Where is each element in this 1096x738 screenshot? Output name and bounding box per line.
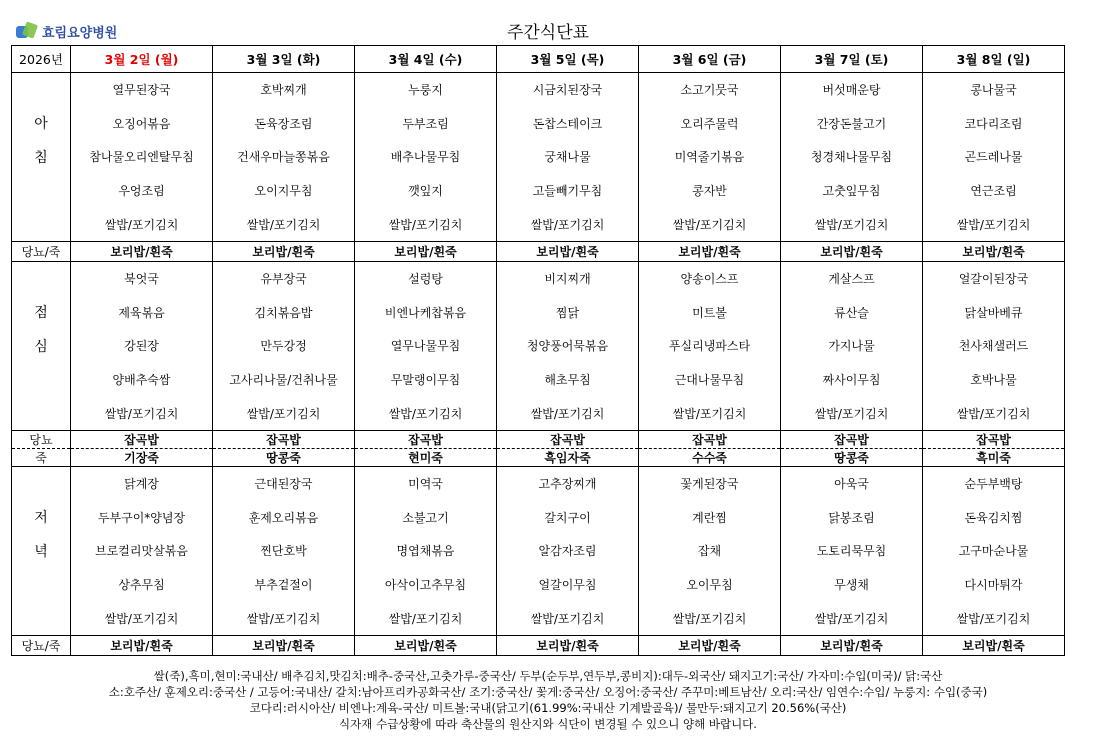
menu-item: 호박찌개 xyxy=(213,73,355,107)
lunch-diabetic-label: 당뇨 xyxy=(12,430,71,448)
menu-item: 쌀밥/포기김치 xyxy=(923,207,1065,241)
lunch-porridge-item: 땅콩죽 xyxy=(781,448,923,466)
menu-item: 게살스프 xyxy=(781,261,923,295)
menu-item: 쌀밥/포기김치 xyxy=(781,396,923,430)
breakfast-special-item: 보리밥/흰죽 xyxy=(71,241,213,261)
dinner-special-item: 보리밥/흰죽 xyxy=(497,635,639,655)
menu-item: 쌀밥/포기김치 xyxy=(213,601,355,635)
menu-item: 상추무침 xyxy=(71,568,213,602)
menu-item: 고구마순나물 xyxy=(923,534,1065,568)
menu-item: 콩나물국 xyxy=(923,73,1065,107)
menu-item: 두부구이*양념장 xyxy=(71,501,213,535)
menu-item: 소고기뭇국 xyxy=(639,73,781,107)
day-header: 3월 4일 (수) xyxy=(355,46,497,73)
menu-item: 버섯매운탕 xyxy=(781,73,923,107)
menu-item: 건새우마늘쫑볶음 xyxy=(213,140,355,174)
menu-item: 알감자조림 xyxy=(497,534,639,568)
menu-item: 쌀밥/포기김치 xyxy=(781,207,923,241)
menu-item: 돈육장조림 xyxy=(213,107,355,141)
breakfast-label-cell xyxy=(12,174,71,208)
menu-item: 강된장 xyxy=(71,329,213,363)
menu-item: 쌀밥/포기김치 xyxy=(923,601,1065,635)
lunch-diabetic-item: 잡곡밥 xyxy=(71,430,213,448)
lunch-label-cell xyxy=(12,396,71,430)
year-cell: 2026년 xyxy=(12,46,71,73)
menu-item: 짜사이무침 xyxy=(781,363,923,397)
breakfast-label: 침 xyxy=(12,140,71,174)
menu-item: 콩자반 xyxy=(639,174,781,208)
dinner-label: 저 xyxy=(12,501,71,535)
dinner-special-item: 보리밥/흰죽 xyxy=(71,635,213,655)
dinner-label-cell xyxy=(12,568,71,602)
menu-item: 오이지무침 xyxy=(213,174,355,208)
lunch-porridge-item: 땅콩죽 xyxy=(213,448,355,466)
menu-item: 곤드레나물 xyxy=(923,140,1065,174)
lunch-label-cell xyxy=(12,363,71,397)
menu-item: 누룽지 xyxy=(355,73,497,107)
menu-item: 열무된장국 xyxy=(71,73,213,107)
menu-item: 쌀밥/포기김치 xyxy=(497,207,639,241)
breakfast-special-item: 보리밥/흰죽 xyxy=(213,241,355,261)
lunch-porridge-label: 죽 xyxy=(12,448,71,466)
lunch-diabetic-item: 잡곡밥 xyxy=(923,430,1065,448)
menu-item: 고춧잎무침 xyxy=(781,174,923,208)
menu-item: 쌀밥/포기김치 xyxy=(355,396,497,430)
origin-notice xyxy=(0,668,1096,732)
menu-item: 만두강정 xyxy=(213,329,355,363)
menu-item: 두부조림 xyxy=(355,107,497,141)
menu-item: 쌀밥/포기김치 xyxy=(497,601,639,635)
menu-item: 참나물오리엔탈무침 xyxy=(71,140,213,174)
menu-item: 훈제오리볶음 xyxy=(213,501,355,535)
menu-item: 천사채샐러드 xyxy=(923,329,1065,363)
lunch-diabetic-item: 잡곡밥 xyxy=(639,430,781,448)
menu-item: 아욱국 xyxy=(781,466,923,500)
menu-item: 쌀밥/포기김치 xyxy=(71,207,213,241)
menu-item: 도토리묵무침 xyxy=(781,534,923,568)
breakfast-special-item: 보리밥/흰죽 xyxy=(923,241,1065,261)
origin-line-1: 쌀(죽),흑미,현미:국내산/ 배추김치,맛김치:배추-중국산,고춧가루-중국산/ 두부(순두부,연두부,콩비지):대두-외국산/ 돼지고기:국산/ 가자미:수입(미국)/ 닭:국산 xyxy=(153,669,943,683)
menu-item: 미트볼 xyxy=(639,296,781,330)
dinner-label-cell xyxy=(12,466,71,500)
menu-item: 부추겉절이 xyxy=(213,568,355,602)
weekly-menu-table xyxy=(11,45,1065,656)
menu-item: 쌀밥/포기김치 xyxy=(213,207,355,241)
day-header: 3월 5일 (목) xyxy=(497,46,639,73)
menu-item: 간장돈불고기 xyxy=(781,107,923,141)
menu-item: 계란찜 xyxy=(639,501,781,535)
menu-item: 호박나물 xyxy=(923,363,1065,397)
breakfast-special-item: 보리밥/흰죽 xyxy=(497,241,639,261)
menu-item: 양송이스프 xyxy=(639,261,781,295)
menu-item: 돈찹스테이크 xyxy=(497,107,639,141)
lunch-diabetic-item: 잡곡밥 xyxy=(213,430,355,448)
menu-item: 미역국 xyxy=(355,466,497,500)
day-header: 3월 2일 (월) xyxy=(71,46,213,73)
menu-item: 닭봉조림 xyxy=(781,501,923,535)
menu-item: 쌀밥/포기김치 xyxy=(781,601,923,635)
lunch-diabetic-item: 잡곡밥 xyxy=(355,430,497,448)
menu-item: 청경채나물무침 xyxy=(781,140,923,174)
dinner-label: 녁 xyxy=(12,534,71,568)
menu-item: 미역줄기볶음 xyxy=(639,140,781,174)
menu-item: 근대된장국 xyxy=(213,466,355,500)
menu-item: 고추장찌개 xyxy=(497,466,639,500)
change-notice: 식자재 수급상황에 따라 축산물의 원산지와 식단이 변경될 수 있으니 양해 바랍니다. xyxy=(339,717,757,731)
menu-item: 찜닭 xyxy=(497,296,639,330)
lunch-porridge-item: 기장죽 xyxy=(71,448,213,466)
menu-item: 쌀밥/포기김치 xyxy=(923,396,1065,430)
menu-item: 쌀밥/포기김치 xyxy=(71,601,213,635)
menu-item: 해초무침 xyxy=(497,363,639,397)
lunch-label-cell xyxy=(12,261,71,295)
menu-item: 닭계장 xyxy=(71,466,213,500)
origin-line-2: 소:호주산/ 훈제오리:중국산 / 고등어:국내산/ 갈치:남아프리카공화국산/ 조기:중국산/ 꽃게:중국산/ 오징어:중국산/ 주꾸미:베트남산/ 오리:국산/ 임연수:수입/ 누룽지: 수입(중국) xyxy=(108,685,988,699)
menu-item: 비지찌개 xyxy=(497,261,639,295)
menu-item: 순두부백탕 xyxy=(923,466,1065,500)
menu-item: 쌀밥/포기김치 xyxy=(213,396,355,430)
menu-item: 설렁탕 xyxy=(355,261,497,295)
breakfast-label-cell xyxy=(12,73,71,107)
day-header: 3월 6일 (금) xyxy=(639,46,781,73)
menu-item: 돈육김치찜 xyxy=(923,501,1065,535)
lunch-diabetic-item: 잡곡밥 xyxy=(781,430,923,448)
menu-item: 가지나물 xyxy=(781,329,923,363)
menu-item: 다시마튀각 xyxy=(923,568,1065,602)
dinner-special-item: 보리밥/흰죽 xyxy=(213,635,355,655)
menu-item: 쌀밥/포기김치 xyxy=(639,207,781,241)
dinner-special-label: 당뇨/죽 xyxy=(12,635,71,655)
menu-item: 쌀밥/포기김치 xyxy=(497,396,639,430)
menu-item: 청양풍어묵볶음 xyxy=(497,329,639,363)
menu-item: 제육볶음 xyxy=(71,296,213,330)
origin-line-3: 코다리:러시아산/ 비엔나:계육-국산/ 미트볼:국내(닭고기(61.99%:국내산 기계발골육)/ 물만두:돼지고기 20.56%(국산) xyxy=(249,701,847,715)
menu-item: 무생채 xyxy=(781,568,923,602)
menu-item: 오이무침 xyxy=(639,568,781,602)
menu-item: 무말랭이무침 xyxy=(355,363,497,397)
menu-item: 유부장국 xyxy=(213,261,355,295)
menu-item: 비엔나케찹볶음 xyxy=(355,296,497,330)
menu-item: 브로컬리맛살볶음 xyxy=(71,534,213,568)
menu-item: 북엇국 xyxy=(71,261,213,295)
menu-item: 쌀밥/포기김치 xyxy=(639,601,781,635)
page-title: 주간식단표 xyxy=(506,23,590,43)
menu-item: 쌀밥/포기김치 xyxy=(71,396,213,430)
menu-item: 열무나물무침 xyxy=(355,329,497,363)
menu-item: 배추나물무침 xyxy=(355,140,497,174)
menu-item: 깻잎지 xyxy=(355,174,497,208)
menu-item: 아삭이고추무침 xyxy=(355,568,497,602)
menu-item: 쌀밥/포기김치 xyxy=(355,207,497,241)
lunch-label: 점 xyxy=(12,296,71,330)
menu-item: 푸실리냉파스타 xyxy=(639,329,781,363)
menu-item: 닭살바베큐 xyxy=(923,296,1065,330)
breakfast-label: 아 xyxy=(12,107,71,141)
lunch-porridge-item: 현미죽 xyxy=(355,448,497,466)
menu-item: 궁채나물 xyxy=(497,140,639,174)
menu-item: 연근조림 xyxy=(923,174,1065,208)
breakfast-special-item: 보리밥/흰죽 xyxy=(781,241,923,261)
dinner-label-cell xyxy=(12,601,71,635)
lunch-label: 심 xyxy=(12,329,71,363)
menu-item: 쌀밥/포기김치 xyxy=(639,396,781,430)
breakfast-special-label: 당뇨/죽 xyxy=(12,241,71,261)
menu-item: 명엽채볶음 xyxy=(355,534,497,568)
menu-item: 얼갈이된장국 xyxy=(923,261,1065,295)
dinner-special-item: 보리밥/흰죽 xyxy=(639,635,781,655)
menu-item: 찐단호박 xyxy=(213,534,355,568)
menu-item: 고사리나물/건취나물 xyxy=(213,363,355,397)
menu-item: 잡채 xyxy=(639,534,781,568)
breakfast-special-item: 보리밥/흰죽 xyxy=(639,241,781,261)
lunch-porridge-item: 수수죽 xyxy=(639,448,781,466)
day-header: 3월 7일 (토) xyxy=(781,46,923,73)
hospital-name: 효림요양병원 xyxy=(42,26,118,41)
lunch-porridge-item: 흑미죽 xyxy=(923,448,1065,466)
breakfast-special-item: 보리밥/흰죽 xyxy=(355,241,497,261)
menu-item: 꽃게된장국 xyxy=(639,466,781,500)
menu-item: 근대나물무침 xyxy=(639,363,781,397)
menu-item: 오리주물럭 xyxy=(639,107,781,141)
menu-item: 소불고기 xyxy=(355,501,497,535)
menu-item: 고들빼기무침 xyxy=(497,174,639,208)
menu-item: 코다리조림 xyxy=(923,107,1065,141)
menu-item: 류산슬 xyxy=(781,296,923,330)
menu-item: 쌀밥/포기김치 xyxy=(355,601,497,635)
menu-item: 갈치구이 xyxy=(497,501,639,535)
day-header: 3월 3일 (화) xyxy=(213,46,355,73)
lunch-porridge-item: 흑임자죽 xyxy=(497,448,639,466)
menu-item: 우엉조림 xyxy=(71,174,213,208)
dinner-special-item: 보리밥/흰죽 xyxy=(781,635,923,655)
breakfast-label-cell xyxy=(12,207,71,241)
menu-item: 양배추숙쌈 xyxy=(71,363,213,397)
menu-item: 얼갈이무침 xyxy=(497,568,639,602)
menu-item: 김치볶음밥 xyxy=(213,296,355,330)
dinner-special-item: 보리밥/흰죽 xyxy=(923,635,1065,655)
day-header: 3월 8일 (일) xyxy=(923,46,1065,73)
menu-item: 시금치된장국 xyxy=(497,73,639,107)
lunch-diabetic-item: 잡곡밥 xyxy=(497,430,639,448)
dinner-special-item: 보리밥/흰죽 xyxy=(355,635,497,655)
menu-item: 오징어볶음 xyxy=(71,107,213,141)
